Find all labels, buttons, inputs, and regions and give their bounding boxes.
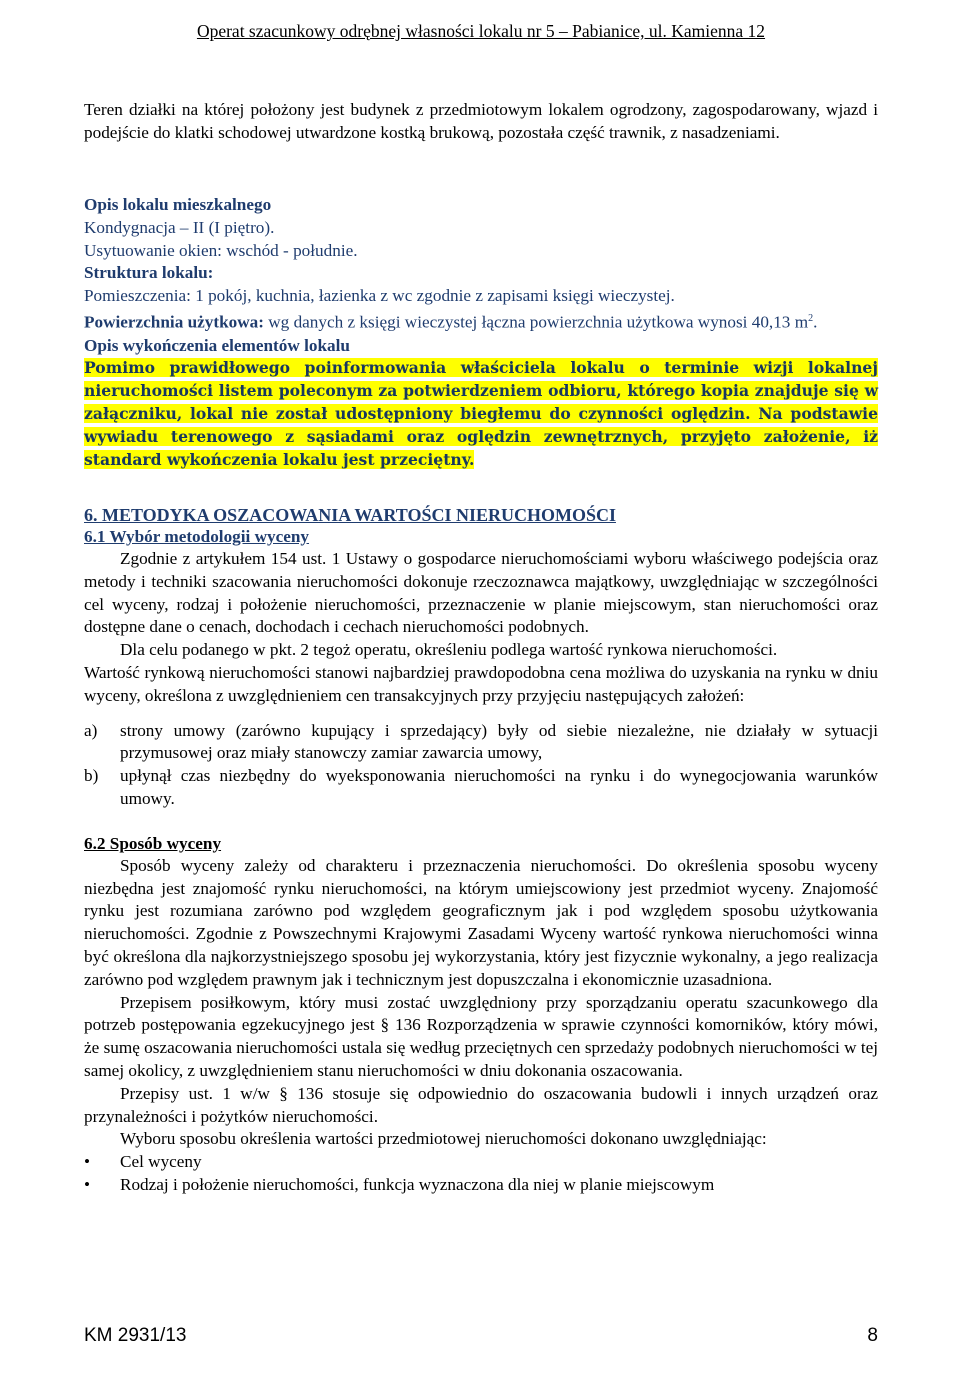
header-text: Operat szacunkowy odrębnej własności lokalu nr 5 – Pabianice, ul. Kamienna 12 [196, 21, 766, 41]
section-6-2-p6: Przepisy ust. 1 w/w § 136 stosuje się odpowiednio do oszacowania budowli i innych urządzeń oraz przynależności i pożytków nieruchomości. [84, 1083, 878, 1126]
powierzchnia-sup: 2 [808, 312, 814, 324]
wykonczenie-paragraph [84, 357, 878, 471]
section-6-1-p2: Dla celu podanego w pkt. 2 tegoż operatu, określeniu podlega wartość rynkowa nieruchomości. [120, 640, 778, 660]
usytuowanie-line: Usytuowanie okien: wschód - południe. [84, 240, 358, 260]
page-header [84, 20, 878, 42]
kondygnacja-line: Kondygnacja – II (I piętro). [84, 217, 275, 237]
section-6-1-title: 6.1 Wybór metodologii wyceny [84, 527, 310, 546]
bullet-icon: • [84, 1174, 91, 1194]
section-6-1-p3: Wartość rynkową nieruchomości stanowi najbardziej prawdopodobna cena możliwa do uzyskania na rynku w dniu wyceny, określona z uwzględnieniem cen transakcyjnych przy przyjęciu następujących założeń: [84, 662, 878, 705]
list-item [84, 720, 878, 766]
struktura-title: Struktura lokalu: [84, 263, 214, 283]
section-6-2-title: 6.2 Sposób wyceny [84, 833, 222, 853]
bullet-text: Rodzaj i położenie nieruchomości, funkcja wyznaczona dla niej w planie miejscowym [120, 1174, 715, 1194]
footer-page-number: 8 [867, 1325, 878, 1346]
section-6-1-p1: Zgodnie z artykułem 154 ust. 1 Ustawy o gospodarce nieruchomościami wyboru właściwego podejścia oraz metody i techniki szacowania nieruchomości dokonuje rzeczoznawca majątkowy, uwzględniając w szczególności cel wyceny, rodzaj i położenie nieruchomości, przeznaczenie w planie miejscowym, stan nieruchomości oraz dostępne dane o cenach, dochodach i cechach nieruchomości podobnych. [84, 549, 878, 637]
section-6 [84, 504, 878, 1197]
bullet-icon: • [84, 1152, 91, 1172]
powierzchnia-line [84, 308, 878, 335]
intro-paragraph: Teren działki na której położony jest budynek z przedmiotowym lokalem ogrodzony, zagospodarowany, wjazd i podejście do klatki schodowej utwardzone kostką brukową, pozostała część trawnik, z nasadzeniami. [84, 100, 878, 142]
wykonczenie-title: Opis wykończenia elementów lokalu [84, 335, 350, 355]
bullet-text: Cel wyceny [120, 1152, 202, 1172]
bullet-item [84, 1151, 878, 1174]
bullet-item [84, 1174, 878, 1197]
powierzchnia-label: Powierzchnia użytkowa: [84, 312, 264, 332]
powierzchnia-end: . [813, 312, 818, 332]
list-item-label: a) [84, 720, 98, 740]
powierzchnia-text: wg danych z księgi wieczystej łączna powierzchnia użytkowa wynosi 40,13 m [263, 312, 809, 332]
list-item-label: b) [84, 766, 99, 786]
opis-lokalu-block [84, 194, 878, 471]
wykonczenie-highlight: Pomimo prawidłowego poinformowania właściciela lokalu o terminie wizji lokalnej nieruchomości listem poleconym za potwierdzeniem odbioru, którego kopia znajduje się w załączniku, lokal nie został udostępniony biegłemu do czynności oględzin. Na podstawie wywiadu terenowego z sąsiadami oraz oględzin zewnętrznych, przyjęto założenie, iż standard wykończenia lokalu jest przeciętny. [84, 358, 878, 469]
opis-lokalu-title: Opis lokalu mieszkalnego [84, 195, 272, 214]
list-item-text: upłynął czas niezbędny do wyeksponowania nieruchomości na rynku i do wynegocjowania warunków umowy. [120, 766, 878, 808]
pomieszczenia-line: Pomieszczenia: 1 pokój, kuchnia, łazienka z wc zgodnie z zapisami księgi wieczystej. [84, 286, 675, 306]
section-6-2-p4: Sposób wyceny zależy od charakteru i przeznaczenia nieruchomości. Do określenia sposobu wyceny niezbędna jest znajomość rynku nieruchomości, na którym umiejscowiony jest przedmiot wyceny. Znajomość rynku jest rozumiana zarówno pod względem geograficznym jak i pod względem sposobu użytkowania nieruchomości. Zgodnie z Powszechnymi Krajowymi Zasadami Wyceny wartość rynkowa nieruchomości winna być określona dla najkorzystniejszego sposobu jej wykorzystania, który jest fizycznie wykonalny, a jego realizacja zarówno pod względem prawnym jak i technicznym jest dopuszczalna i ekonomicznie uzasadniona. [84, 855, 878, 989]
footer-doc-number: KM 2931/13 [84, 1325, 187, 1346]
list-item [84, 765, 878, 811]
section-6-title: 6. METODYKA OSZACOWANIA WARTOŚCI NIERUCHOMOŚCI [84, 505, 616, 525]
section-6-2-p7: Wyboru sposobu określenia wartości przedmiotowej nieruchomości dokonano uwzględniając: [120, 1129, 767, 1149]
list-item-text: strony umowy (zarówno kupujący i sprzedający) były od siebie niezależne, nie działały w sytuacji przymusowej oraz miały stanowczy zamiar zawarcia umowy, [120, 720, 878, 763]
section-6-2-p5: Przepisem posiłkowym, który musi zostać uwzględniony przy sporządzaniu operatu szacunkowego dla potrzeb postępowania egzekucyjnego jest § 136 Rozporządzenia w sprawie czynności komorników, który mówi, że sumę oszacowania nieruchomości ustala się według przeciętnych cen sprzedaży podobnych nieruchomości w tej samej okolicy, z uwzględnieniem stanu nieruchomości w dniu dokonania oszacowania. [84, 992, 878, 1080]
